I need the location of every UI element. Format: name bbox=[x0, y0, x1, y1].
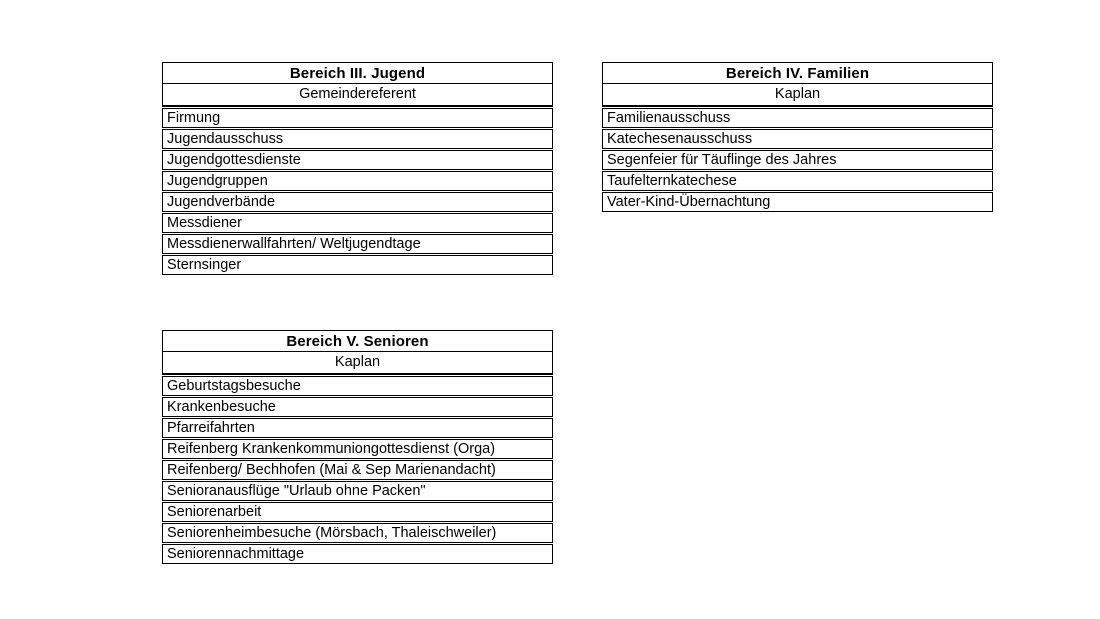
table-bereich-v-senioren bbox=[162, 330, 553, 564]
table-row bbox=[162, 523, 553, 543]
table-row bbox=[162, 192, 553, 212]
table-bereich-iii-jugend bbox=[162, 62, 553, 275]
table-row-label: Sternsinger bbox=[167, 257, 242, 273]
table-row bbox=[162, 255, 553, 275]
table-row-label: Krankenbesuche bbox=[167, 399, 276, 415]
table-row bbox=[162, 376, 553, 396]
table-row-label: Segenfeier für Täuflinge des Jahres bbox=[607, 152, 837, 168]
table-row bbox=[162, 397, 553, 417]
table-title: Bereich III. Jugend bbox=[163, 63, 552, 84]
table-row bbox=[162, 502, 553, 522]
table-row bbox=[602, 129, 993, 149]
table-row bbox=[162, 150, 553, 170]
table-subtitle: Kaplan bbox=[334, 354, 381, 370]
table-row-label: Pfarreifahrten bbox=[167, 420, 255, 436]
table-row bbox=[162, 418, 553, 438]
table-row bbox=[602, 171, 993, 191]
table-row-label: Seniorenheimbesuche (Mörsbach, Thaleischweiler) bbox=[167, 525, 497, 541]
table-row-label: Taufelternkatechese bbox=[607, 173, 737, 189]
table-rows bbox=[162, 108, 553, 275]
table-row bbox=[162, 460, 553, 480]
table-row bbox=[602, 150, 993, 170]
table-row-label: Jugendgottesdienste bbox=[167, 152, 301, 168]
table-row-label: Reifenberg Krankenkommuniongottesdienst (Orga) bbox=[167, 441, 496, 457]
table-row-label: Reifenberg/ Bechhofen (Mai & Sep Marienandacht) bbox=[167, 462, 496, 478]
table-header bbox=[162, 62, 553, 107]
table-row-label: Vater-Kind-Übernachtung bbox=[607, 194, 771, 210]
table-subtitle: Kaplan bbox=[774, 86, 821, 102]
table-row bbox=[162, 171, 553, 191]
table-row bbox=[162, 439, 553, 459]
table-row-label: Seniorenarbeit bbox=[167, 504, 262, 520]
table-row-label: Jugendgruppen bbox=[167, 173, 268, 189]
table-row bbox=[162, 129, 553, 149]
table-subtitle: Gemeindereferent bbox=[299, 86, 416, 102]
table-bereich-iv-familien bbox=[602, 62, 993, 212]
table-title: Bereich V. Senioren bbox=[163, 331, 552, 352]
table-header bbox=[162, 330, 553, 375]
table-row-label: Jugendverbände bbox=[167, 194, 276, 210]
table-header bbox=[602, 62, 993, 107]
table-row bbox=[602, 192, 993, 212]
table-rows bbox=[602, 108, 993, 212]
table-row-label: Seniorennachmittage bbox=[167, 546, 305, 562]
table-row-label: Geburtstagsbesuche bbox=[167, 378, 301, 394]
table-row-label: Senioranausflüge "Urlaub ohne Packen" bbox=[167, 483, 426, 499]
table-row bbox=[162, 234, 553, 254]
table-row-label: Firmung bbox=[167, 110, 221, 126]
table-row bbox=[162, 481, 553, 501]
table-row bbox=[162, 213, 553, 233]
table-title: Bereich IV. Familien bbox=[603, 63, 992, 84]
table-row-label: Messdiener bbox=[167, 215, 242, 231]
table-row bbox=[162, 544, 553, 564]
table-row-label: Messdienerwallfahrten/ Weltjugendtage bbox=[167, 236, 421, 252]
table-row bbox=[602, 108, 993, 128]
table-row-label: Jugendausschuss bbox=[167, 131, 284, 147]
table-row-label: Katechesenausschuss bbox=[607, 131, 753, 147]
table-rows bbox=[162, 376, 553, 564]
table-row bbox=[162, 108, 553, 128]
table-row-label: Familienausschuss bbox=[607, 110, 731, 126]
